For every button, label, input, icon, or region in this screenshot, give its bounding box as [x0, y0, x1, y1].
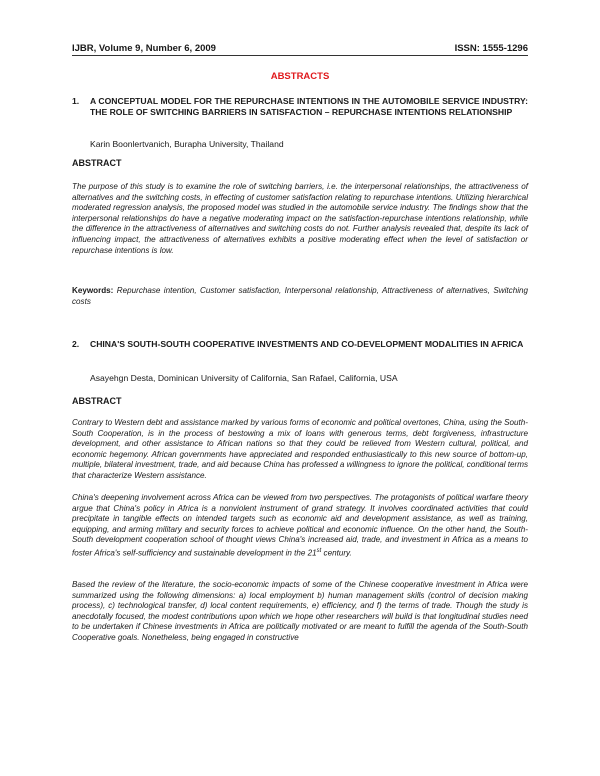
entry-1-number: 1.	[72, 96, 80, 106]
superscript-st: st	[316, 547, 322, 554]
entry-1-keywords	[72, 286, 528, 307]
keywords-text: Repurchase intention, Customer satisfaction, Interpersonal relationship, Attractiveness of alternatives, Switching costs	[72, 286, 528, 306]
entry-2-author: Asayehgn Desta, Dominican University of California, San Rafael, California, USA	[90, 373, 398, 383]
entry-2-para-3: Based the review of the literature, the socio-economic impacts of some of the Chinese cooperative investment in Africa were summarized using the following dimensions: a) local employment b) human management skills (control of decision making process), c) technological transfer, d) local content requirements, e) efficiency, and f) the terms of trade. Though the study is anecdotally focused, the modest contributions upon which we hope other researchers will build is that longitudinal studies need to be undertaken if Chinese investments in Africa are politically motivated or are meant to fulfill the agenda of the South-South Cooperative goals. Nonetheless, being engaged in constructive	[72, 580, 528, 642]
issn: ISSN: 1555-1296	[454, 43, 528, 54]
entry-1-abstract: The purpose of this study is to examine the role of switching barriers, i.e. the interpersonal relationships, the attractiveness of alternatives and the switching costs, in effecting of customer satisfaction relating to repurchase intentions. Utilizing hierarchical moderated regression analysis, the proposed model was studied in the automobile service industry. The findings show that the interpersonal relationships do have a negative moderating impact on the satisfaction-repurchase intentions relationship, while the difference in the attractiveness of alternatives and switching costs do not. Further analysis revealed that, despite its lack of influencing impact, the attractiveness of alternatives exhibits a positive moderating effect when the level of satisfaction or repurchase intentions is low.	[72, 182, 528, 255]
entry-2-title	[72, 339, 528, 350]
entry-2-para-1: Contrary to Western debt and assistance marked by various forms of economic and political overtones, China, using the South-South Cooperation, is in the process of bestowing a mix of loans with generous terms, debt forgiveness, infrastructure development, and other assistance to African nations so that they could be relieved from Western cultural, political, and economic hegemony. African governments have appreciated and responded enthusiastically to this new source of bottom-up, multiple, bilateral investment, trade, and aid because China has professed a willingness to ignore the political, conditional terms that characterize Western assistance.	[72, 418, 528, 480]
para-2-text: China's deepening involvement across Africa can be viewed from two perspectives. The protagonists of political warfare theory argue that China's policy in Africa is a nonviolent instrument of grand strategy. It involves coordinated activities that could precipitate in tangible effects on intended targets such as economic aid and development assistance, as well as training, equipping, and arming military and security forces to achieve political and economic influence. On the other hand, the South-South development cooperation school of thought views China's increased aid, trade, and investment in Africa as a means to foster Africa's self-sufficiency and sustainable development in the 21	[72, 493, 528, 558]
entry-1-title-text: A CONCEPTUAL MODEL FOR THE REPURCHASE INTENTIONS IN THE AUTOMOBILE SERVICE INDUSTRY: THE ROLE OF SWITCHING BARRIERS IN SATISFACTION – REPURCHASE INTENTIONS RELATIONSHIP	[90, 96, 528, 117]
entry-2-abstract-heading: ABSTRACT	[72, 396, 122, 406]
running-header	[72, 40, 528, 54]
entry-1-author: Karin Boonlertvanich, Burapha University, Thailand	[90, 139, 284, 149]
entry-1-title	[72, 96, 528, 118]
keywords-label: Keywords:	[72, 286, 114, 295]
section-title: ABSTRACTS	[270, 71, 330, 82]
entry-2-para-2	[72, 493, 528, 559]
entry-1-abstract-heading: ABSTRACT	[72, 158, 122, 168]
header-rule	[72, 55, 528, 56]
entry-2-number: 2.	[72, 339, 80, 349]
journal-info: IJBR, Volume 9, Number 6, 2009	[72, 43, 216, 54]
entry-2-title-text: CHINA'S SOUTH-SOUTH COOPERATIVE INVESTMENTS AND CO-DEVELOPMENT MODALITIES IN AFRICA	[90, 339, 524, 349]
para-2-end: century.	[321, 548, 352, 558]
